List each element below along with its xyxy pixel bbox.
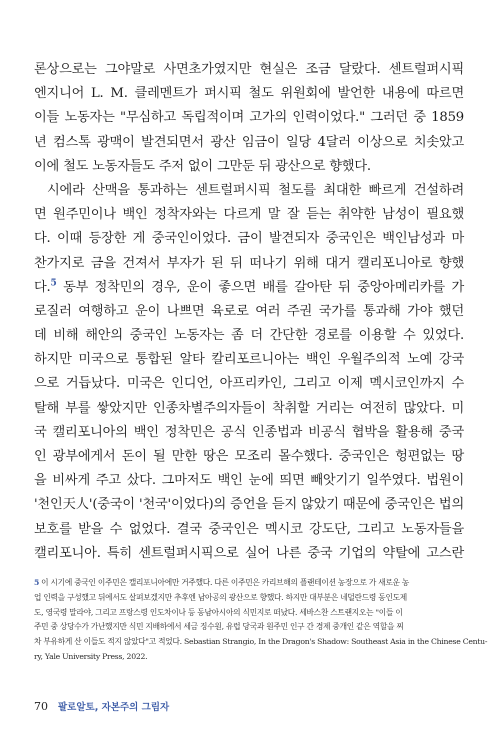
footnote-marker[interactable]: 5 bbox=[50, 278, 57, 289]
footnote-number: 5 bbox=[34, 578, 40, 587]
text-line: 론상으로는 그야말로 사면초가였지만 현실은 조금 달랐다. 센트럴퍼시픽 bbox=[34, 62, 464, 77]
text-line: 시에라 산맥을 통과하는 센트럴퍼시픽 철도를 최대한 빠르게 건설하려 bbox=[47, 182, 464, 198]
text-line: 면 원주민이나 백인 정착자와는 다르게 말 잘 듣는 취약한 남성이 필요했 bbox=[34, 207, 464, 223]
footnote-text: 이 시기에 중국인 이주민은 캘리포니아에만 거주했다. 다른 이주민은 카리브해의 플랜테이션 농장으로 가 새로운 농 bbox=[41, 578, 410, 587]
line-rest: 동부 정착민의 경우, 운이 좋으면 배를 갈아탄 뒤 중앙아메리카를 가 bbox=[56, 279, 464, 295]
text-line: '천인天人'(중국이 '천국'이었다)의 증언을 듣지 않았기 때문에 중국인은 법의 bbox=[34, 497, 464, 513]
main-text bbox=[34, 58, 464, 566]
footnote bbox=[34, 576, 488, 665]
text-line: 인 광부에게서 돈이 될 만한 땅은 모조리 몰수했다. 중국인은 헝편없는 땅 bbox=[34, 449, 464, 464]
text-line: 이에 철도 노동자들도 주저 없이 그만둔 뒤 광산으로 향했다. bbox=[34, 158, 371, 174]
text-line: 캘리포니아. 특히 센트럴퍼시픽으로 실어 나른 중국 기업의 약탈에 고스란 bbox=[34, 545, 464, 561]
footnote-line: 주민 중 상당수가 가난했지만 식민 지배하에서 세금 징수원, 유럽 당국과 원주민 인구 간 경제 중개인 같은 역할을 찌 bbox=[34, 622, 404, 632]
footnote-line: ry, Yale University Press, 2022. bbox=[34, 651, 148, 661]
footnote-line: 차 부유하게 산 이들도 적지 않았다"고 적었다. Sebastian Strangio, In the Dragon's Shadow: Southeast Asia in the Chinese Centu- bbox=[34, 637, 488, 647]
page-footer bbox=[34, 699, 169, 715]
text-line: 로질러 여행하고 운이 나쁘면 육로로 여러 주권 국가를 통과해 가야 했던 bbox=[34, 303, 464, 319]
text-line: 다. 이때 등장한 게 중국인이었다. 금이 발견되자 중국인은 백인남성과 마 bbox=[34, 231, 464, 247]
page-number: 70 bbox=[34, 700, 48, 713]
text-line: 찬가지로 금을 건져서 부자가 된 뒤 떠나기 위해 대거 캘리포니아로 향했 bbox=[34, 255, 464, 271]
footnote-line: 도, 영국령 말라야, 그리고 프랑스령 인도차이나 등 동남아시아의 식민지로 떠났다. 세바스찬 스트랜지오는 "이들 이 bbox=[34, 607, 403, 617]
text-line: 국 캘리포니아의 백인 정착민은 공식 인종법과 비공식 협박을 활용해 중국 bbox=[34, 424, 464, 440]
text-line: 보호를 받을 수 없었다. 결국 중국인은 멕시코 강도단, 그리고 노동자들을 bbox=[34, 521, 464, 537]
footnote-line bbox=[34, 576, 464, 591]
text-line: 으로 거듭났다. 미국은 인디언, 아프리카인, 그리고 이제 멕시코인까지 수 bbox=[34, 376, 464, 392]
text-line: 하지만 미국으로 통합된 알타 칼리포르니아는 백인 우월주의적 노예 강국 bbox=[34, 352, 464, 368]
text-line: 이들 노동자는 "무심하고 독립적이며 고가의 인력이었다." 그러던 중 1859 bbox=[34, 110, 464, 126]
line-prefix: 다. bbox=[34, 279, 51, 295]
running-title: 팔로알토, 자본주의 그림자 bbox=[58, 702, 170, 713]
text-line: 년 컴스톡 광맥이 발견되면서 광산 임금이 일당 4달러 이상으로 치솟았고 bbox=[34, 134, 464, 150]
text-line-with-footnote bbox=[34, 276, 464, 300]
text-line: 데 비해 해안의 중국인 노동자는 좀 더 간단한 경로를 이용할 수 있었다. bbox=[34, 328, 464, 344]
footnote-line: 업 인력을 구성했고 뒤에서도 살펴보겠지만 추후엔 남아공의 광산으로 향했다. 하지만 대부분은 네덜란드령 동인도제 bbox=[34, 592, 407, 602]
text-line: 엔지니어 L. M. 클레멘트가 퍼시픽 철도 위원회에 발언한 내용에 따르면 bbox=[34, 86, 464, 102]
text-line: 탈해 부를 쌓았지만 인종차별주의자들이 착취할 거리는 여전히 많았다. 미 bbox=[34, 400, 464, 416]
text-line: 을 비싸게 주고 샀다. 그마저도 백인 눈에 띄면 빼앗기기 일쑤였다. 법원이 bbox=[34, 473, 464, 489]
